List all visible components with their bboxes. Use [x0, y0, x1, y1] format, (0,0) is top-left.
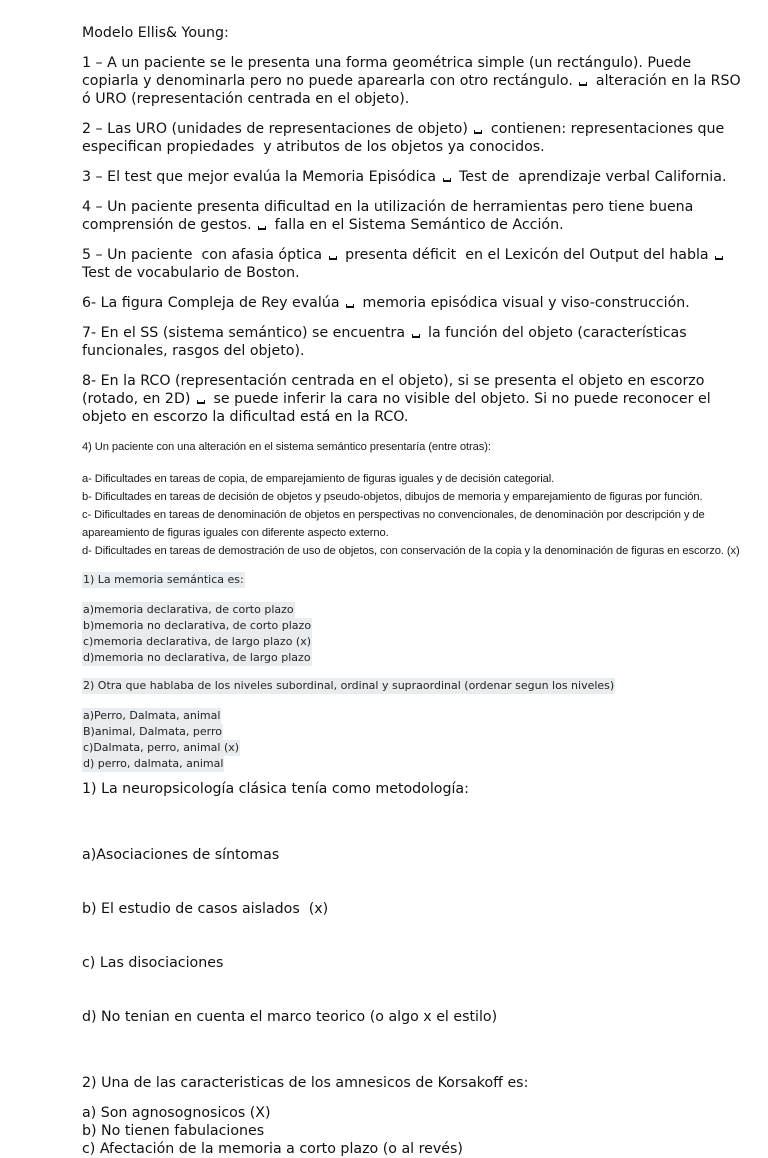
arrow-icon [197, 395, 205, 404]
option-c: c) Afectación de la memoria a corto plazo (o al revés) [82, 1141, 463, 1157]
statement-text: 3 – El test que mejor evalúa la Memoria Episódica [82, 169, 441, 185]
document-page [82, 24, 750, 1158]
option-a: a)memoria declarativa, de corto plazo [83, 603, 294, 616]
options-list [82, 1104, 750, 1158]
option-c: c)Dalmata, perro, animal (x) [83, 741, 240, 754]
question-text: 1) La neuropsicología clásica tenía como metodología: [82, 781, 469, 797]
statement-text: 2 – Las URO (unidades de representaciones de objeto) [82, 121, 473, 137]
statement-text: 1 – A un paciente se le presenta una forma geométrica simple (un rectángulo). Puede copiarla y denominarla pero no puede aparearla con otro rectángulo. [82, 55, 696, 89]
statement-1 [82, 54, 750, 108]
option-c: c) Las disociaciones [82, 955, 224, 971]
arrow-icon [474, 125, 482, 134]
document-title: Modelo Ellis& Young: [82, 25, 229, 41]
statement-text: falla en el Sistema Semántico de Acción. [270, 217, 564, 233]
statement-3 [82, 168, 750, 186]
option-d: d) perro, dalmata, animal [83, 757, 224, 770]
statement-text: la función del objeto (características funcionales, rasgos del objeto). [82, 325, 692, 359]
statement-4 [82, 198, 750, 234]
question-text: 2) Otra que hablaba de los niveles subordinal, ordinal y supraordinal (ordenar segun los niveles) [83, 679, 615, 692]
question-text: 4) Un paciente con una alteración en el sistema semántico presentaría (entre otras): [82, 441, 491, 453]
statement-text: se puede inferir la cara no visible del objeto. Si no puede reconocer el objeto en escorzo la dificultad está en la RCO. [82, 391, 716, 425]
statement-text: Test de aprendizaje verbal California. [454, 169, 727, 185]
statement-7 [82, 324, 750, 360]
option-d: d- Dificultades en tareas de demostración de uso de objetos, con conservación de la copia y la denominación de figuras en escorzo. (x) [82, 545, 740, 557]
option-c: c- Dificultades en tareas de denominación de objetos en perspectivas no convencionales, de denominación por descripción y de apareamiento de figuras iguales con diferente aspecto externo. [82, 509, 705, 539]
statement-2 [82, 120, 750, 156]
question-semantic-memory [82, 572, 750, 666]
statement-5 [82, 246, 750, 282]
arrow-icon [329, 251, 337, 260]
statement-text: presenta déficit en el Lexicón del Output del habla [340, 247, 714, 263]
option-a: a- Dificultades en tareas de copia, de emparejamiento de figuras iguales y de decisión categorial. [82, 473, 555, 485]
options-list [82, 602, 750, 666]
question-korsakoff [82, 1074, 750, 1158]
arrow-icon [715, 251, 723, 260]
options-list [82, 708, 750, 772]
option-a: a)Perro, Dalmata, animal [83, 709, 221, 722]
option-c: c)memoria declarativa, de largo plazo (x) [83, 635, 312, 648]
question-semantic-system [82, 438, 750, 560]
option-b: b) El estudio de casos aislados (x) [82, 901, 329, 917]
statement-text: contienen: representaciones que especifican propiedades y atributos de los objetos ya conocidos. [82, 121, 729, 155]
options-list [82, 810, 750, 1062]
arrow-icon [258, 221, 266, 230]
arrow-icon [412, 329, 420, 338]
statement-text: alteración en la RSO ó URO (representación centrada en el objeto). [82, 73, 750, 107]
arrow-icon [443, 173, 451, 182]
question-text: 1) La memoria semántica es: [83, 573, 244, 586]
option-a: a)Asociaciones de síntomas [82, 847, 280, 863]
option-d: d) No tenian en cuenta el marco teorico (o algo x el estilo) [82, 1009, 498, 1025]
statement-text: 5 – Un paciente con afasia óptica [82, 247, 327, 263]
statement-text: Test de vocabulario de Boston. [82, 247, 732, 281]
option-a: a) Son agnosognosicos (X) [82, 1105, 271, 1121]
statement-text: memoria episódica visual y viso-construcción. [358, 295, 690, 311]
question-text: 2) Una de las caracteristicas de los amnesicos de Korsakoff es: [82, 1075, 529, 1091]
option-b: b) No tienen fabulaciones [82, 1123, 265, 1139]
statement-8 [82, 372, 750, 426]
option-d: d)memoria no declarativa, de largo plazo [83, 651, 311, 664]
option-b: b)memoria no declarativa, de corto plazo [83, 619, 312, 632]
option-b: b- Dificultades en tareas de decisión de objetos y pseudo-objetos, dibujos de memoria y emparejamiento de figuras por función. [82, 491, 703, 503]
question-levels [82, 678, 750, 772]
option-b: B)animal, Dalmata, perro [83, 725, 222, 738]
arrow-icon [579, 77, 587, 86]
statement-6 [82, 294, 750, 312]
arrow-icon [346, 299, 354, 308]
statement-text: 6- La figura Compleja de Rey evalúa [82, 295, 345, 311]
statement-text: 8- En la RCO (representación centrada en el objeto), si se presenta el objeto en escorzo (rotado, en 2D) [82, 373, 709, 407]
question-classic-neuropsychology [82, 780, 750, 1062]
statement-text: 7- En el SS (sistema semántico) se encuentra [82, 325, 410, 341]
statement-text: 4 – Un paciente presenta dificultad en la utilización de herramientas pero tiene buena comprensión de gestos. [82, 199, 698, 233]
